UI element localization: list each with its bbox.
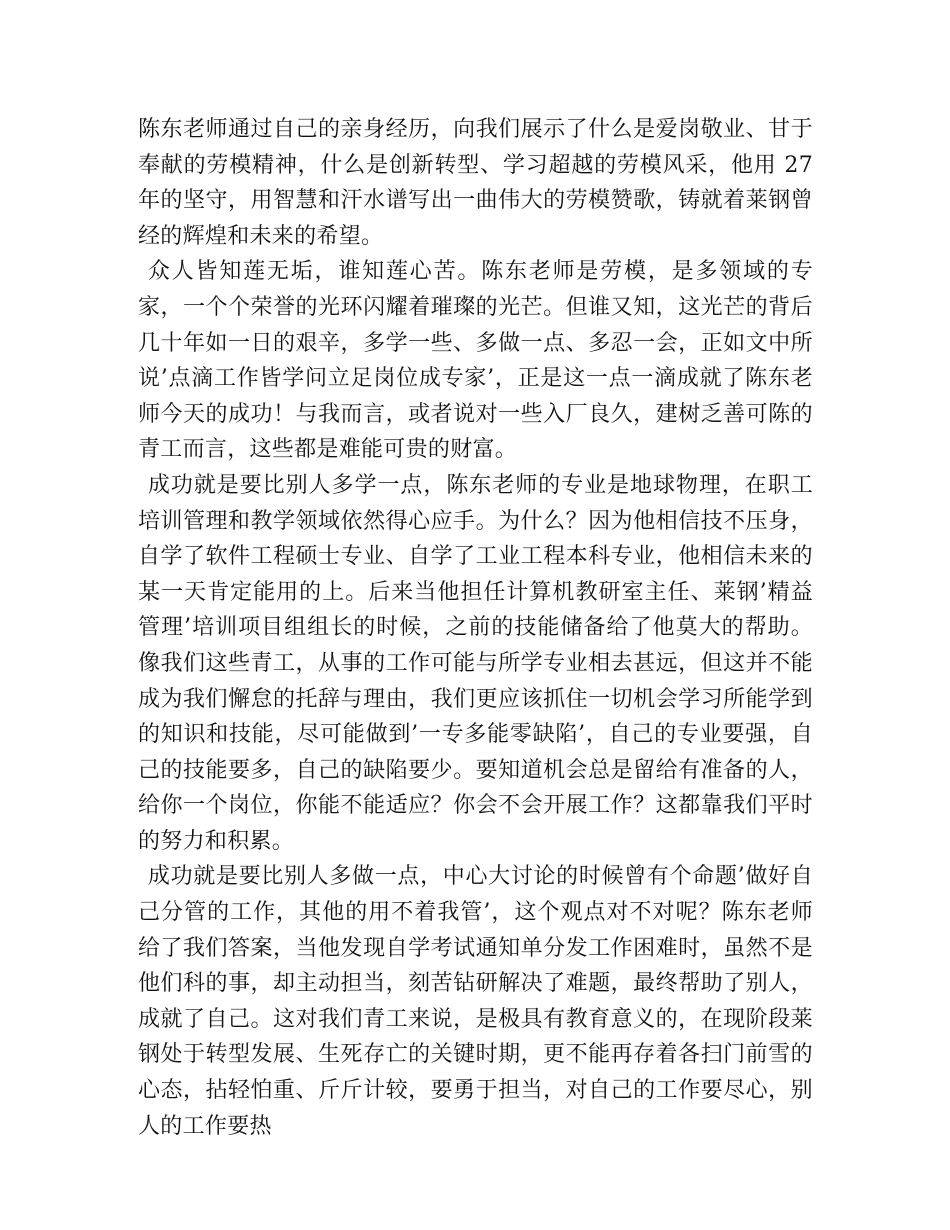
paragraph-1: 陈东老师通过自己的亲身经历，向我们展示了什么是爱岗敬业、甘于奉献的劳模精神，什么是创新转型、学习超越的劳模风采，他用 27 年的坚守，用智慧和汗水谱写出一曲伟大的劳模赞歌，铸就着莱钢曾经的辉煌和未来的希望。 [138,117,813,249]
paragraph-4: 成功就是要比别人多做一点，中心大讨论的时候曾有个命题’做好自己分管的工作，其他的用不着我管’，这个观点对不对呢？陈东老师给了我们答案，当他发现自学考试通知单分发工作困难时，虽然不是他们科的事，却主动担当，刻苦钻研解决了难题，最终帮助了别人，成就了自己。这对我们青工来说，是极具有教育意义的，在现阶段莱钢处于转型发展、生死存亡的关键时期，更不能再存着各扫门前雪的心态，拈轻怕重、斤斤计较，要勇于担当，对自己的工作要尽心，别人的工作要热 [138,864,813,1139]
paragraph-2: 众人皆知莲无垢，谁知莲心苦。陈东老师是劳模，是多领域的专家，一个个荣誉的光环闪耀着璀璨的光芒。但谁又知，这光芒的背后几十年如一日的艰辛，多学一些、多做一点、多忍一会，正如文中所说’点滴工作皆学问立足岗位成专家’，正是这一点一滴成就了陈东老师今天的成功！与我而言，或者说对一些入厂良久，建树乏善可陈的青工而言，这些都是难能可贵的财富。 [138,259,813,463]
body-text [138,112,813,1144]
paragraph-3: 成功就是要比别人多学一点，陈东老师的专业是地球物理，在职工培训管理和教学领域依然得心应手。为什么？因为他相信技不压身，自学了软件工程硕士专业、自学了工业工程本科专业，他相信未来的某一天肯定能用的上。后来当他担任计算机教研室主任、莱钢’精益管理’培训项目组组长的时候，之前的技能储备给了他莫大的帮助。像我们这些青工，从事的工作可能与所学专业相去甚远，但这并不能成为我们懈怠的托辞与理由，我们更应该抓住一切机会学习所能学到的知识和技能，尽可能做到’一专多能零缺陷’，自己的专业要强，自己的技能要多，自己的缺陷要少。要知道机会总是留给有准备的人，给你一个岗位，你能不能适应？你会不会开展工作？这都靠我们平时的努力和积累。 [138,472,813,854]
